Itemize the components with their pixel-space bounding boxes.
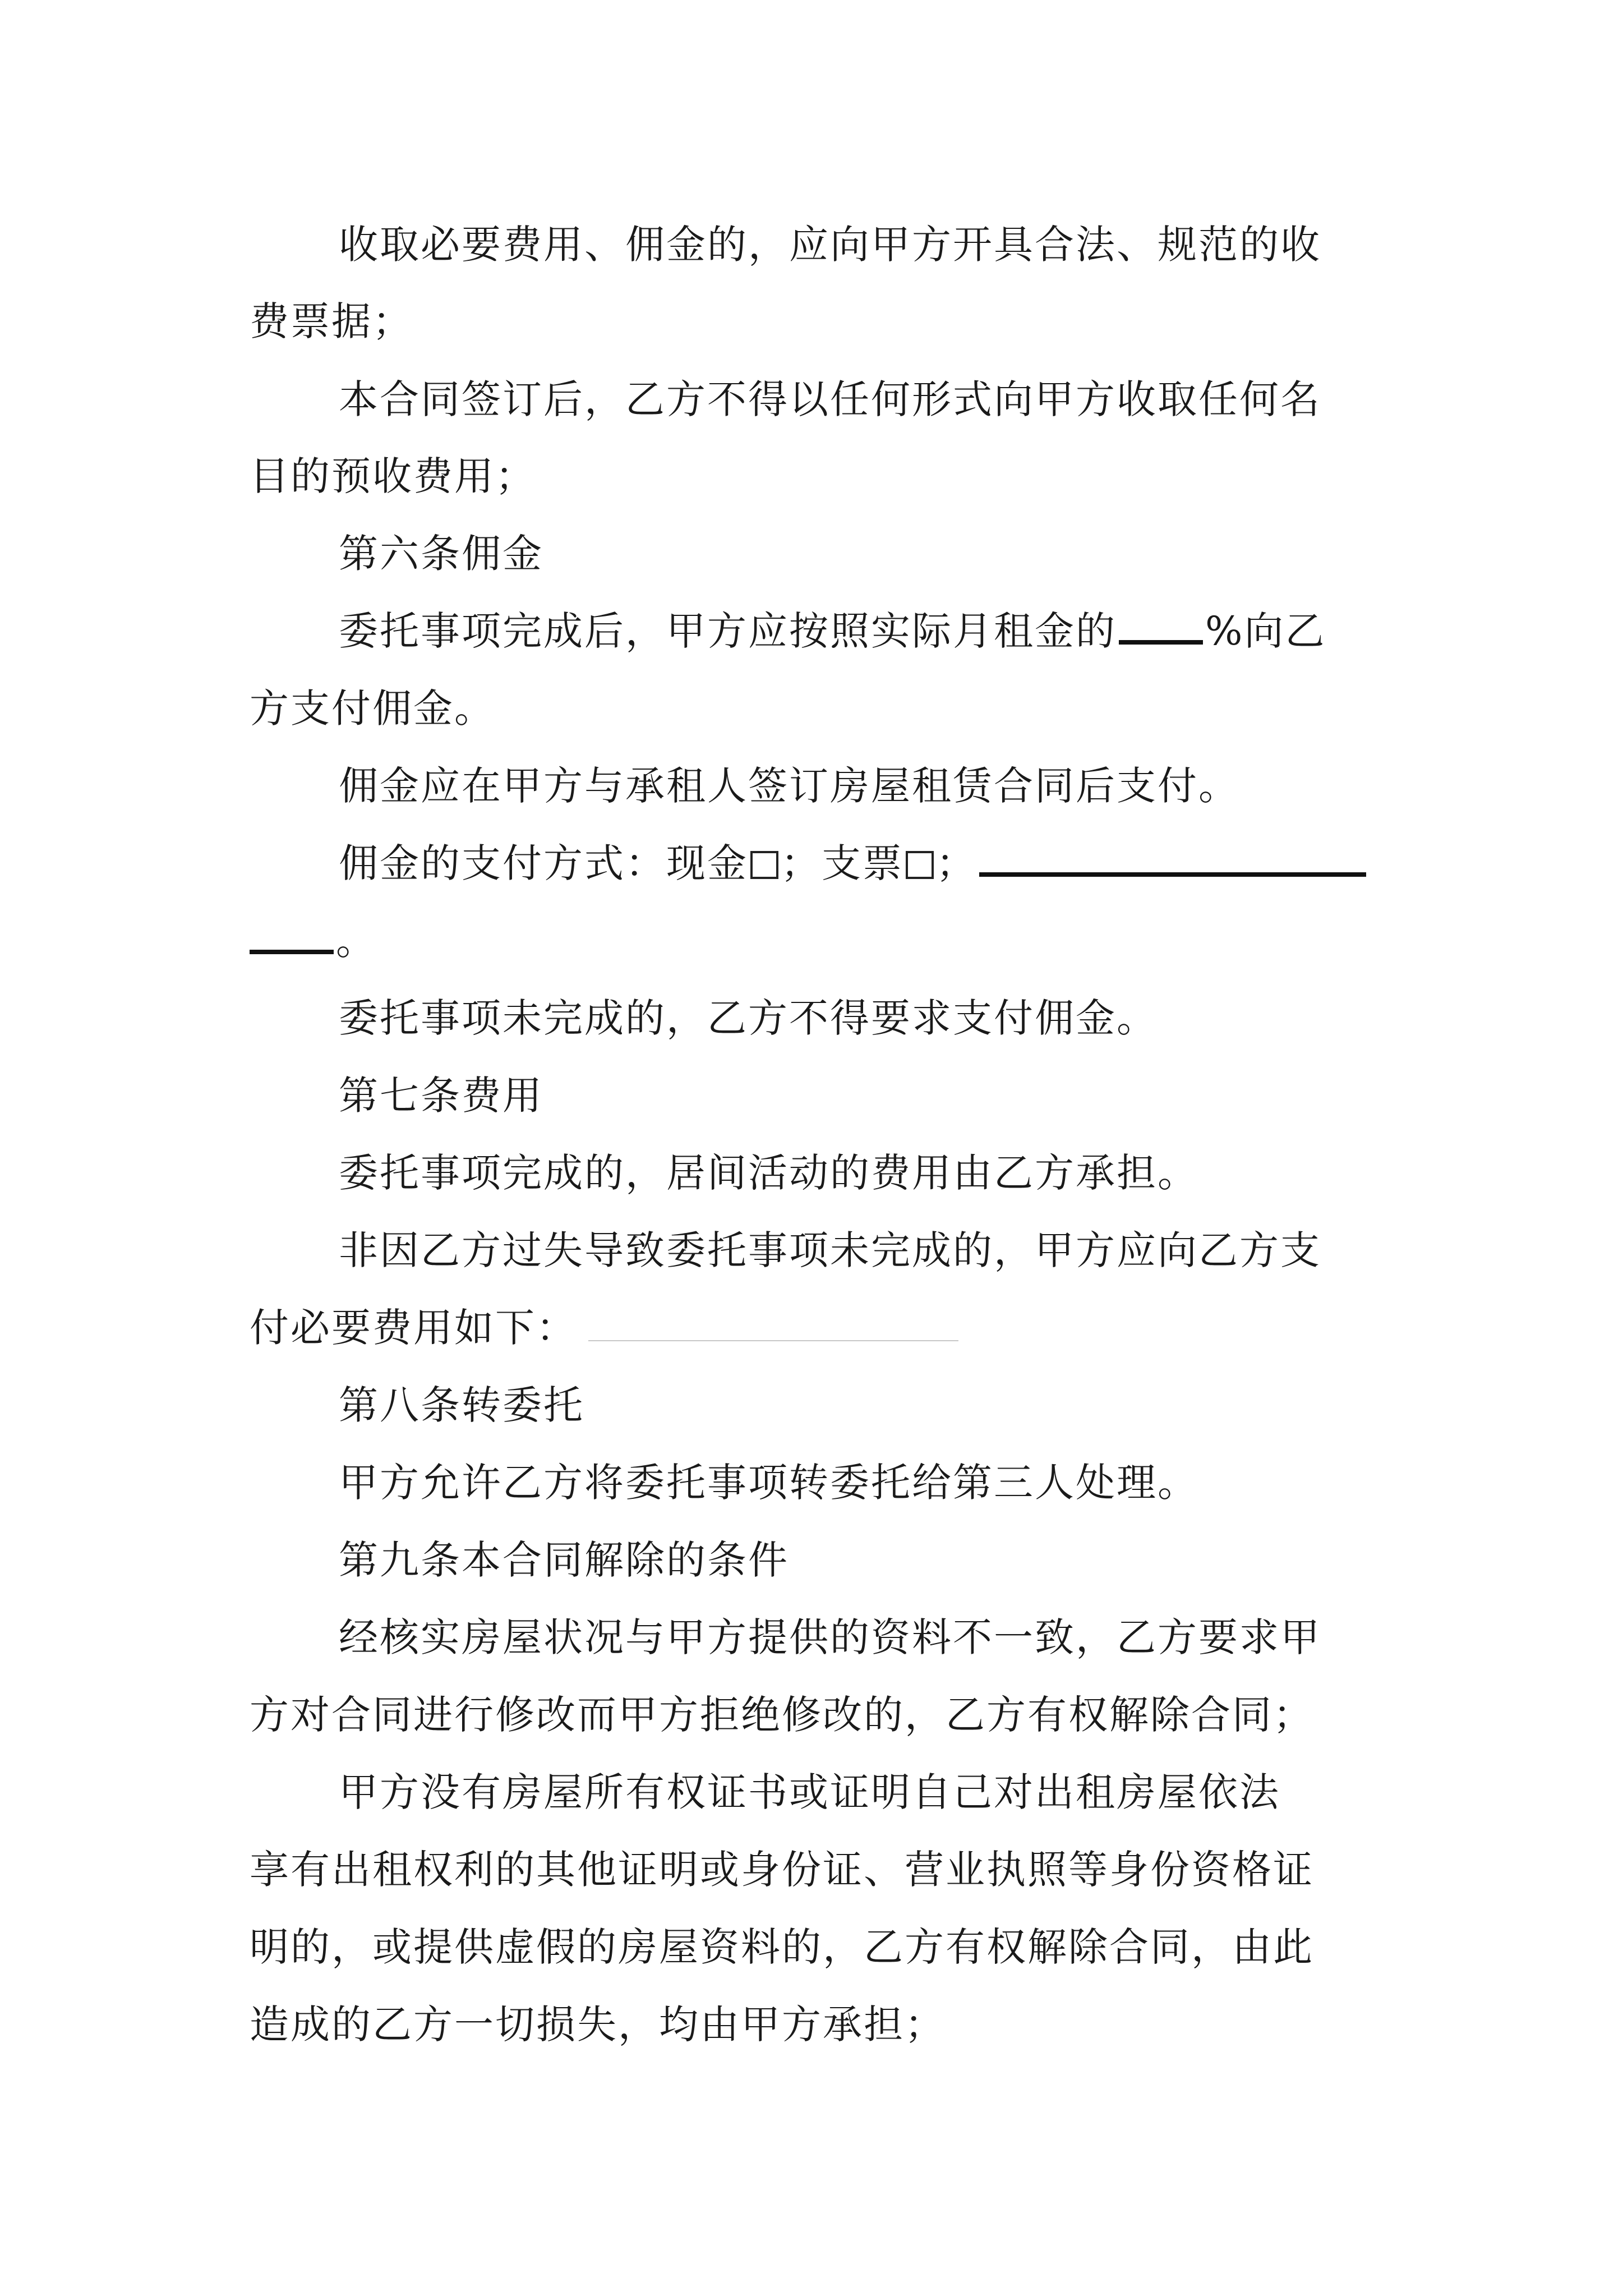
fill-in-blank	[588, 1337, 958, 1341]
heading-text: 第六条佣金	[339, 531, 543, 577]
text-fragment: ；	[936, 840, 977, 886]
text-line	[250, 1843, 1314, 1897]
text-line	[339, 1146, 1198, 1200]
text-fragment: 甲方允许乙方将委托事项转委托给第三人处理。	[339, 1460, 1198, 1506]
text-fragment: 甲方没有房屋所有权证书或证明自己对出租房屋依法	[339, 1769, 1280, 1815]
text-fragment: 委托事项未完成的，乙方不得要求支付佣金。	[339, 995, 1158, 1041]
fill-in-blank	[979, 867, 1366, 877]
text-line	[250, 295, 413, 348]
text-line	[339, 372, 1321, 426]
fill-in-blank	[1119, 634, 1203, 645]
text-fragment: ；支票	[781, 840, 903, 886]
text-fragment: 委托事项完成后，甲方应按照实际月租金的	[339, 608, 1117, 654]
checkbox-cash	[750, 851, 778, 879]
text-fragment: 。	[336, 918, 377, 964]
text-fragment: 明的，或提供虚假的房屋资料的，乙方有权解除合同，由此	[250, 1924, 1314, 1970]
text-line	[339, 218, 1321, 272]
text-fragment: 方对合同进行修改而甲方拒绝修改的，乙方有权解除合同；	[250, 1692, 1314, 1738]
section-heading	[339, 527, 543, 581]
text-fragment: 收取必要费用、佣金的，应向甲方开具合法、规范的收	[339, 222, 1321, 268]
checkbox-cheque	[906, 851, 934, 879]
text-fragment: 经核实房屋状况与甲方提供的资料不一致，乙方要求甲	[339, 1614, 1321, 1660]
text-fragment: %向乙	[1205, 608, 1326, 654]
text-fragment: 付必要费用如下：	[250, 1305, 577, 1351]
section-heading	[339, 1069, 543, 1122]
text-line	[339, 604, 1326, 658]
text-line	[250, 1688, 1314, 1742]
text-line	[339, 759, 1239, 813]
text-fragment: 目的预收费用；	[250, 453, 536, 499]
text-line	[250, 914, 377, 968]
text-line	[250, 449, 536, 503]
text-line	[250, 1998, 946, 2051]
heading-text: 第八条转委托	[339, 1382, 584, 1428]
section-heading	[339, 1533, 789, 1587]
text-fragment: 非因乙方过失导致委托事项未完成的，甲方应向乙方支	[339, 1227, 1321, 1273]
text-line	[250, 1301, 958, 1355]
text-line	[339, 836, 1368, 890]
text-fragment: 造成的乙方一切损失，均由甲方承担；	[250, 2001, 946, 2047]
text-line	[250, 682, 495, 735]
text-fragment: 本合同签订后，乙方不得以任何形式向甲方收取任何名	[339, 376, 1321, 422]
text-line	[339, 1611, 1321, 1664]
text-line	[339, 991, 1158, 1045]
text-fragment: 方支付佣金。	[250, 685, 495, 731]
text-fragment: 佣金的支付方式：现金	[339, 840, 748, 886]
text-fragment: 享有出租权利的其他证明或身份证、营业执照等身份资格证	[250, 1847, 1314, 1893]
text-fragment: 佣金应在甲方与承租人签订房屋租赁合同后支付。	[339, 763, 1239, 809]
text-line	[339, 1223, 1321, 1277]
text-line	[339, 1765, 1280, 1819]
text-fragment: 费票据；	[250, 298, 413, 344]
heading-text: 第七条费用	[339, 1073, 543, 1119]
fill-in-blank	[250, 944, 334, 954]
section-heading	[339, 1378, 584, 1432]
heading-text: 第九条本合同解除的条件	[339, 1537, 789, 1583]
text-line	[250, 1920, 1314, 1974]
text-line	[339, 1456, 1198, 1510]
text-fragment: 委托事项完成的，居间活动的费用由乙方承担。	[339, 1150, 1198, 1196]
